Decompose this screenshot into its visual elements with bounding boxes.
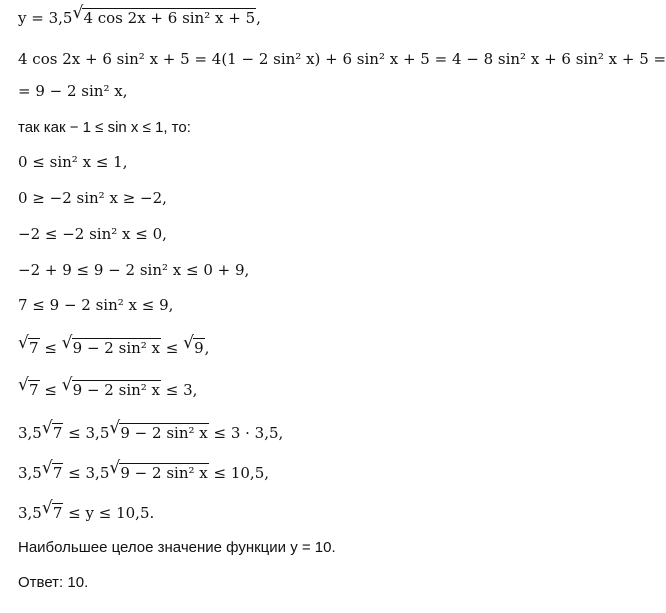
function-prefix: y = 3,5 <box>18 9 73 27</box>
radical <box>18 375 40 399</box>
relation-tail: ≤ y ≤ 10,5. <box>63 504 155 522</box>
final-inequality <box>18 498 155 522</box>
radicand: 7 <box>52 464 63 482</box>
relation-tail: ≤ 3 · 3,5, <box>208 424 284 442</box>
coefficient: 3,5 <box>18 424 42 442</box>
radical <box>41 498 64 522</box>
radical-sign: √ <box>183 333 194 353</box>
answer-text: Ответ: 10. <box>18 574 89 591</box>
radicand: 7 <box>52 504 63 522</box>
relation: ≤ 3,5 <box>63 464 110 482</box>
radicand: 4 cos 2x + 6 sin² x + 5 <box>83 9 256 27</box>
relation: ≤ <box>39 339 62 357</box>
relation-tail: ≤ 3, <box>161 381 198 399</box>
inequality-step-4: −2 + 9 ≤ 9 − 2 sin² x ≤ 0 + 9, <box>18 261 250 279</box>
radicand: 9 − 2 sin² x <box>72 339 161 357</box>
inequality-step-5: 7 ≤ 9 − 2 sin² x ≤ 9, <box>18 296 174 314</box>
relation: ≤ <box>161 339 184 357</box>
expression-transform: 4 cos 2x + 6 sin² x + 5 = 4(1 − 2 sin² x) + 6 sin² x + 5 = 4 − 8 sin² x + 6 sin² x + 5 = <box>18 50 666 68</box>
radicand: 7 <box>29 339 39 357</box>
radicand: 9 − 2 sin² x <box>72 381 161 399</box>
radical <box>109 418 208 442</box>
relation: ≤ 3,5 <box>63 424 110 442</box>
radical-sign: √ <box>41 418 53 438</box>
function-suffix: , <box>256 9 261 27</box>
inequality-step-3: −2 ≤ −2 sin² x ≤ 0, <box>18 225 167 243</box>
radical <box>41 418 64 442</box>
coefficient: 3,5 <box>18 464 42 482</box>
reasoning-text: так как − 1 ≤ sin x ≤ 1, то: <box>18 119 191 136</box>
inequality-step-6 <box>18 333 210 357</box>
radicand: 7 <box>52 424 63 442</box>
expression-result: = 9 − 2 sin² x, <box>18 82 128 100</box>
coefficient: 3,5 <box>18 504 42 522</box>
radical-sign: √ <box>61 333 73 353</box>
radical <box>41 458 64 482</box>
relation-tail: ≤ 10,5, <box>208 464 270 482</box>
radical <box>61 333 161 357</box>
radical-sign: √ <box>61 375 73 395</box>
radical-sign: √ <box>41 458 53 478</box>
radicand: 9 − 2 sin² x <box>120 424 208 442</box>
radical-sign: √ <box>41 498 53 518</box>
radical <box>61 375 161 399</box>
inequality-step-8 <box>18 418 284 442</box>
radical <box>18 333 40 357</box>
inequality-step-1: 0 ≤ sin² x ≤ 1, <box>18 153 128 171</box>
inequality-step-2: 0 ≥ −2 sin² x ≥ −2, <box>18 189 167 207</box>
inequality-step-7 <box>18 375 198 399</box>
radicand: 9 − 2 sin² x <box>120 464 208 482</box>
relation: ≤ <box>39 381 62 399</box>
radical <box>109 458 208 482</box>
radical-sign: √ <box>72 3 84 23</box>
radical-sign: √ <box>18 375 29 395</box>
inequality-step-9 <box>18 458 270 482</box>
function-definition <box>18 3 261 27</box>
radical-sign: √ <box>109 418 121 438</box>
radicand: 9 <box>194 339 204 357</box>
radicand: 7 <box>29 381 39 399</box>
radical-sign: √ <box>109 458 121 478</box>
radical <box>72 3 256 27</box>
punctuation: , <box>204 339 210 357</box>
conclusion-text: Наибольшее целое значение функции y = 10. <box>18 539 336 556</box>
radical <box>183 333 205 357</box>
radical-sign: √ <box>18 333 29 353</box>
